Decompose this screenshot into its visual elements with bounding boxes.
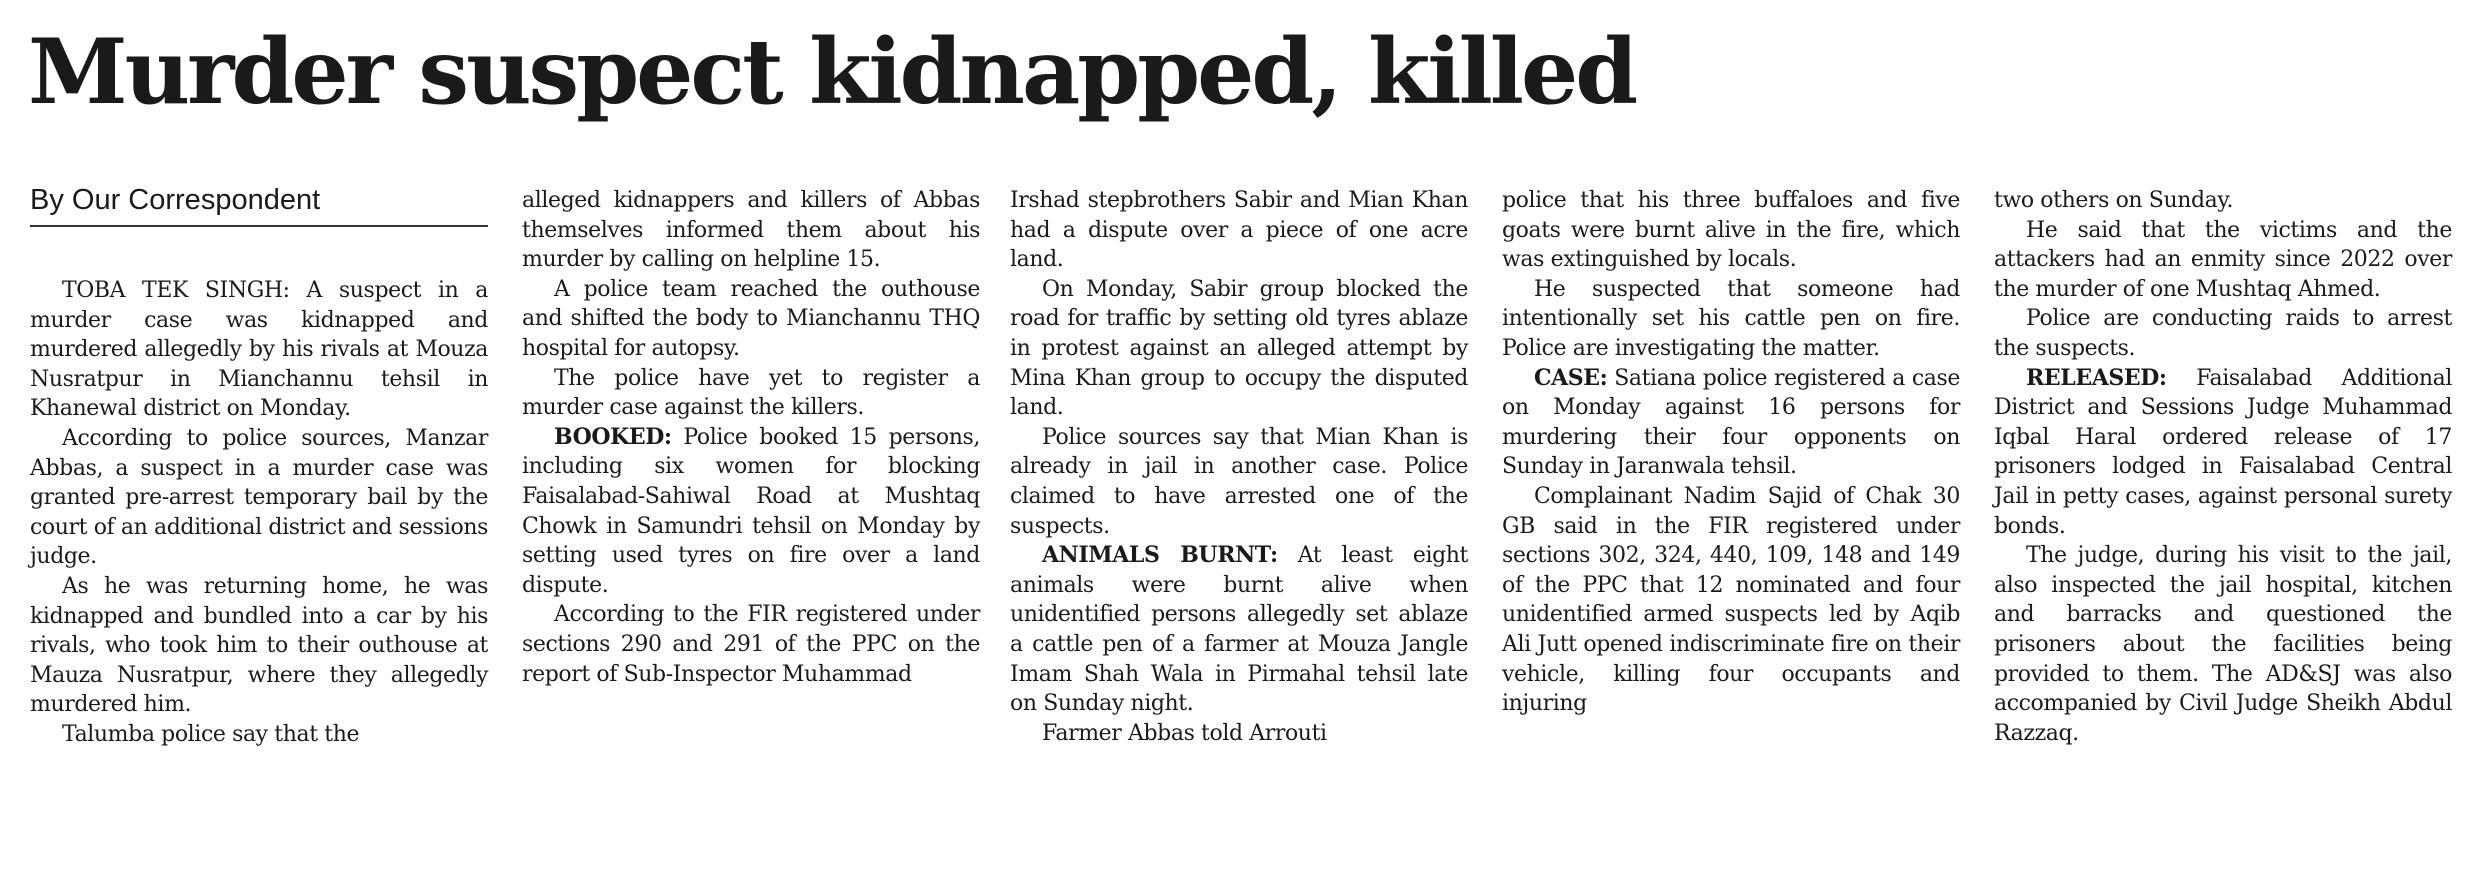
article-paragraph	[1010, 423, 1468, 541]
article-paragraph	[1502, 275, 1960, 364]
section-keyword: CASE:	[1534, 364, 1608, 391]
paragraph-text: Police are conducting raids to arrest the suspects.	[1994, 306, 2452, 361]
paragraph-text: According to police sources, Manzar Abbas, a suspect in a murder case was granted pre-arrest temporary bail by the court of an additional district and sessions judge.	[30, 425, 488, 570]
article-paragraph	[1010, 275, 1468, 423]
paragraph-text: Complainant Nadim Sajid of Chak 30 GB said in the FIR registered under sections 302, 324, 440, 109, 148 and 149 of the PPC that 12 nominated and four unidentified armed suspects led by Aqib Ali Jutt opened indiscriminate fire on their vehicle, killing four occupants and injuring	[1502, 483, 1960, 717]
paragraph-text: On Monday, Sabir group blocked the road for traffic by setting old tyres ablaze in protest against an alleged attempt by Mina Khan group to occupy the disputed land.	[1010, 276, 1468, 421]
article-column-2	[522, 186, 980, 689]
article-paragraph	[30, 720, 488, 750]
article-paragraph	[30, 572, 488, 720]
article-paragraph	[522, 364, 980, 423]
article-column-3	[1010, 186, 1468, 748]
paragraph-text: A police team reached the outhouse and shifted the body to Mianchannu THQ hospital for autopsy.	[522, 276, 980, 361]
article-column-1	[30, 276, 488, 750]
paragraph-text: police that his three buffaloes and five goats were burnt alive in the fire, which was extinguished by locals.	[1502, 188, 1960, 273]
paragraph-text: He suspected that someone had intentionally set his cattle pen on fire. Police are investigating the matter.	[1502, 276, 1960, 361]
article-paragraph	[30, 276, 488, 424]
article-column-5	[1994, 186, 2452, 748]
byline-divider	[30, 225, 488, 227]
article-paragraph	[30, 424, 488, 572]
section-keyword: BOOKED:	[554, 423, 672, 450]
article-paragraph	[1994, 304, 2452, 363]
article-paragraph	[1010, 541, 1468, 719]
article-paragraph	[522, 600, 980, 689]
paragraph-text: He said that the victims and the attackers had an enmity since 2022 over the murder of one Mushtaq Ahmed.	[1994, 217, 2452, 302]
paragraph-text: Police sources say that Mian Khan is already in jail in another case. Police claimed to have arrested one of the suspects.	[1010, 424, 1468, 539]
paragraph-text: Police booked 15 persons, including six women for blocking Faisalabad-Sahiwal Road at Mushtaq Chowk in Samundri tehsil on Monday by setting used tyres on fire over a land dispute.	[522, 424, 980, 598]
article-paragraph	[1502, 482, 1960, 719]
article-paragraph	[1994, 364, 2452, 542]
article-paragraph	[522, 423, 980, 601]
article-paragraph	[1502, 186, 1960, 275]
paragraph-text: As he was returning home, he was kidnapped and bundled into a car by his rivals, who took him to their outhouse at Mauza Nusratpur, where they allegedly murdered him.	[30, 573, 488, 718]
article-paragraph	[522, 186, 980, 275]
paragraph-text: Satiana police registered a case on Monday against 16 persons for murdering their four opponents on Sunday in Jaranwala tehsil.	[1502, 365, 1960, 480]
article-paragraph	[1994, 216, 2452, 305]
paragraph-text: Faisalabad Additional District and Sessions Judge Muhammad Iqbal Haral ordered release of 17 prisoners lodged in Faisalabad Central Jail in petty cases, against personal surety bonds.	[1994, 365, 2452, 539]
headline: Murder suspect kidnapped, killed	[28, 19, 1636, 125]
article-paragraph	[1010, 186, 1468, 275]
paragraph-text: alleged kidnappers and killers of Abbas themselves informed them about his murder by calling on helpline 15.	[522, 188, 980, 273]
paragraph-text: Talumba police say that the	[62, 721, 360, 747]
article-paragraph	[1502, 364, 1960, 482]
paragraph-text: Irshad stepbrothers Sabir and Mian Khan had a dispute over a piece of one acre land.	[1010, 188, 1468, 273]
section-keyword: ANIMALS BURNT:	[1042, 542, 1278, 569]
article-paragraph	[1010, 719, 1468, 749]
paragraph-text: TOBA TEK SINGH: A suspect in a murder case was kidnapped and murdered allegedly by his rivals at Mouza Nusratpur in Mianchannu tehsil in Khanewal district on Monday.	[30, 278, 488, 422]
paragraph-text: Farmer Abbas told Arrouti	[1042, 720, 1327, 746]
article-paragraph	[1994, 186, 2452, 216]
paragraph-text: The police have yet to register a murder case against the killers.	[522, 365, 980, 421]
paragraph-text: The judge, during his visit to the jail, also inspected the jail hospital, kitchen and barracks and questioned the prisoners about the facilities being provided to them. The AD&SJ was also accompanied by Civil Judge Sheikh Abdul Razzaq.	[1994, 543, 2452, 746]
section-keyword: RELEASED:	[2026, 364, 2167, 391]
article-paragraph	[1994, 541, 2452, 748]
paragraph-text: two others on Sunday.	[1994, 188, 2234, 213]
article-column-4	[1502, 186, 1960, 719]
article-paragraph	[522, 275, 980, 364]
paragraph-text: At least eight animals were burnt alive when unidentified persons allegedly set ablaze a cattle pen of a farmer at Mouza Jangle Imam Shah Wala in Pirmahal tehsil late on Sunday night.	[1010, 543, 1468, 717]
byline: By Our Correspondent	[30, 184, 321, 216]
paragraph-text: According to the FIR registered under sections 290 and 291 of the PPC on the report of Sub-Inspector Muhammad	[522, 602, 980, 687]
